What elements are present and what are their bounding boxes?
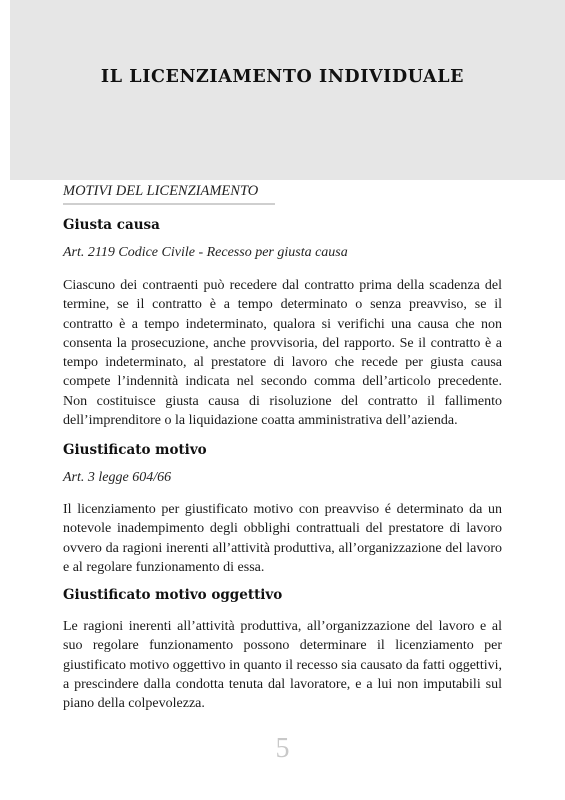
paragraph-giustificato-motivo-oggettivo: Le ragioni inerenti all’attività produttiva, all’organizzazione del lavoro e al suo regolare funzionamento possono determinare il licenziamento per giustificato motivo oggettivo in quanto il recesso sia causato da fatti oggettivi, a prescindere dalla condotta tenuta dal lavoratore, e a lui non imputabili sul piano della colpevolezza. (63, 619, 502, 712)
page-number: 5 (275, 733, 290, 764)
heading-giustificato-motivo: Giustificato motivo (63, 442, 207, 458)
page-content (63, 180, 502, 712)
heading-giustificato-motivo-oggettivo: Giustificato motivo oggettivo (63, 587, 283, 603)
chapter-title: IL LICENZIAMENTO INDIVIDUALE (100, 67, 465, 87)
reference-giustificato-motivo: Art. 3 legge 604/66 (63, 470, 172, 485)
section-kicker: MOTIVI DEL LICENZIAMENTO (63, 183, 275, 205)
chapter-header-band (10, 0, 565, 180)
heading-giusta-causa: Giusta causa (63, 217, 160, 233)
paragraph-giustificato-motivo: Il licenziamento per giustificato motivo con preavviso é determinato da un notevole inadempimento degli obblighi contrattuali del prestatore di lavoro ovvero da ragioni inerenti all’attività produttiva, all’organizzazione del lavoro e al regolare funzionamento di essa. (63, 502, 502, 575)
reference-giusta-causa: Art. 2119 Codice Civile - Recesso per giusta causa (63, 245, 348, 260)
paragraph-giusta-causa: Ciascuno dei contraenti può recedere dal contratto prima della scadenza del termine, se il contratto è a tempo determinato o senza preavviso, se il contratto è a tempo indeterminato, qualora si verifichi una causa che non consenta la prosecuzione, anche provvisoria, del rapporto. Se il contratto è a tempo indeterminato, al prestatore di lavoro che recede per giusta causa compete l’indennità indicata nel secondo comma dell’articolo precedente. Non costituisce giusta causa di risoluzione del contratto il fallimento dell’imprenditore o la liquidazione coatta amministrativa dell’azienda. (63, 278, 502, 429)
